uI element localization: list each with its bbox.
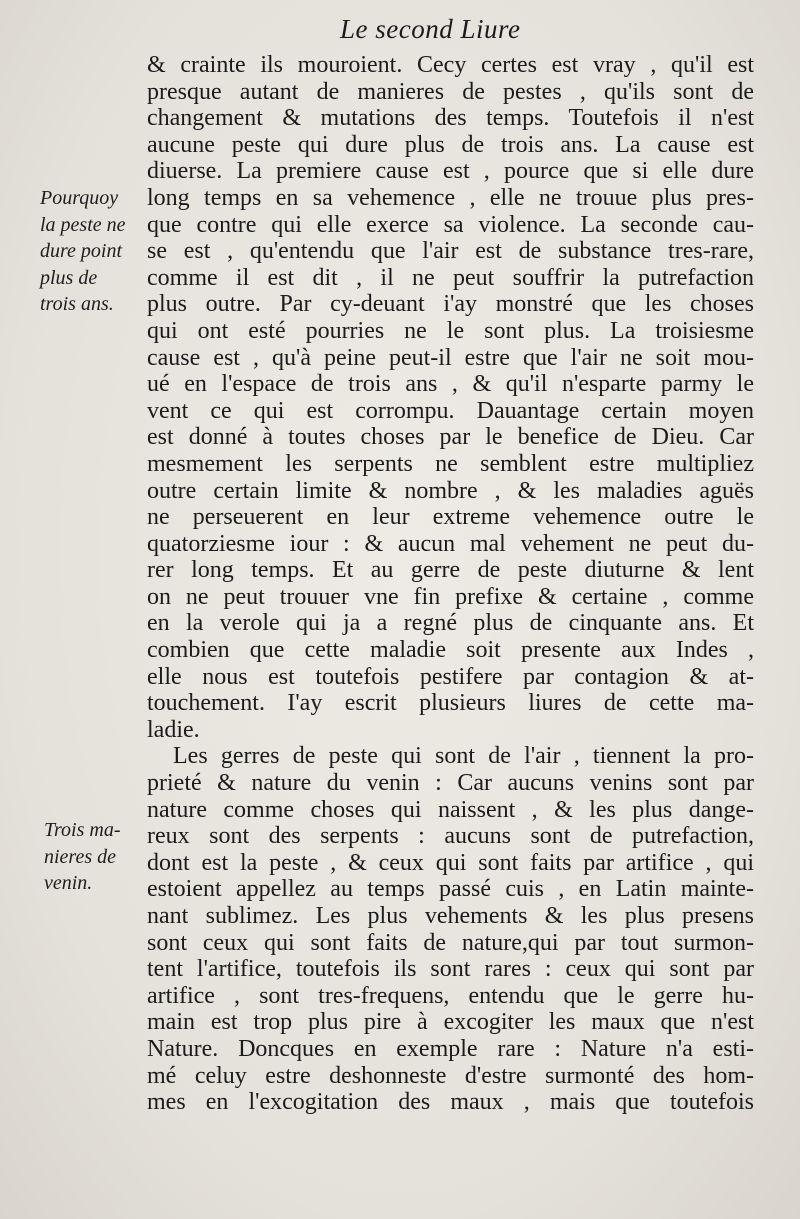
text-line: ué en l'espace de trois ans , & qu'il n'esparte parmy le xyxy=(147,371,754,398)
text-line: touchement. I'ay escrit plusieurs liures de cette ma- xyxy=(147,690,754,717)
text-line: reux sont des serpents : aucuns sont de putrefaction, xyxy=(147,823,754,850)
text-line: Nature. Doncques en exemple rare : Nature n'a esti- xyxy=(147,1035,754,1062)
margin-note-line: trois ans. xyxy=(40,293,114,316)
text-line: & crainte ils mouroient. Cecy certes est vray , qu'il est xyxy=(147,52,754,78)
text-line: presque autant de manieres de pestes , qu'ils sont de xyxy=(147,78,754,105)
text-line: se est , qu'entendu que l'air est de substance tres-rare, xyxy=(147,238,754,265)
text-line: on ne peut trouuer vne fin prefixe & certaine , comme xyxy=(147,583,754,610)
text-line: outre certain limite & nombre , & les maladies aguës xyxy=(147,477,754,504)
text-line: en la verole qui ja a regné plus de cinquante ans. Et xyxy=(147,610,754,637)
text-line: Les gerres de peste qui sont de l'air , tiennent la pro- xyxy=(173,743,754,770)
text-line: rer long temps. Et au gerre de peste diuturne & lent xyxy=(147,557,754,584)
text-line: sont ceux qui sont faits de nature,qui par tout surmon- xyxy=(147,929,754,956)
body-text xyxy=(147,52,754,1116)
text-line: tent l'artifice, toutefois ils sont rares : ceux qui sont par xyxy=(147,956,754,983)
margin-note-line: plus de xyxy=(40,266,98,289)
text-line: quatorziesme iour : & aucun mal vehement ne peut du- xyxy=(147,530,754,557)
text-line: estoient appellez au temps passé cuis , en Latin mainte- xyxy=(147,876,754,903)
text-line: main est trop plus pire à excogiter les maux que n'est xyxy=(147,1009,754,1036)
text-line: qui ont esté pourries ne le sont plus. La troisiesme xyxy=(147,317,754,344)
margin-note-line: dure point xyxy=(40,240,123,263)
text-line: changement & mutations des temps. Toutefois il n'est xyxy=(147,105,754,132)
text-line: que contre qui elle exerce sa violence. La seconde cau- xyxy=(147,211,754,238)
text-line: nant sublimez. Les plus vehements & les plus presens xyxy=(147,903,754,929)
text-line: elle nous est toutefois pestifere par contagion & at- xyxy=(147,663,754,690)
text-line: mes en l'excogitation des maux , mais que toutefois xyxy=(147,1089,754,1116)
text-line: cause est , qu'à peine peut-il estre que l'air ne soit mou- xyxy=(147,344,754,371)
text-line: diuerse. La premiere cause est , pource que si elle dure xyxy=(147,158,754,185)
margin-note-line: Trois ma- xyxy=(44,819,121,841)
running-head: Le second Liure xyxy=(340,14,521,44)
text-line: mesmement les serpents ne semblent estre multipliez xyxy=(147,450,754,477)
text-line: long temps en sa vehemence , elle ne trouue plus pres- xyxy=(147,184,754,211)
text-line: dont est la peste , & ceux qui sont faits par artifice , qui xyxy=(147,849,754,876)
text-line: nature comme choses qui naissent , & les plus dange- xyxy=(147,796,754,823)
text-line: plus outre. Par cy-deuant i'ay monstré que les choses xyxy=(147,291,754,318)
text-line: artifice , sont tres-frequens, entendu que le gerre hu- xyxy=(147,982,754,1009)
text-line: est donné à toutes choses par le benefice de Dieu. Car xyxy=(147,424,754,451)
margin-note-why-plague xyxy=(40,185,126,318)
margin-note-line: Pourquoy xyxy=(40,187,119,209)
text-line: ne perseuerent en leur extreme vehemence outre le xyxy=(147,504,754,531)
margin-note-three-venoms xyxy=(44,817,121,897)
text-line: comme il est dit , il ne peut souffrir la putrefaction xyxy=(147,264,754,291)
text-line: mé celuy estre deshonneste d'estre surmonté des hom- xyxy=(147,1062,754,1089)
text-line: combien que cette maladie soit presente aux Indes , xyxy=(147,637,754,664)
text-line: prieté & nature du venin : Car aucuns venins sont par xyxy=(147,770,754,797)
margin-note-line: nieres de xyxy=(44,845,117,868)
margin-note-line: la peste ne xyxy=(40,213,126,236)
text-line: aucune peste qui dure plus de trois ans. La cause est xyxy=(147,131,754,158)
text-line: ladie. xyxy=(147,716,200,743)
margin-note-line: venin. xyxy=(44,872,93,895)
text-line: vent ce qui est corrompu. Dauantage certain moyen xyxy=(147,397,754,424)
